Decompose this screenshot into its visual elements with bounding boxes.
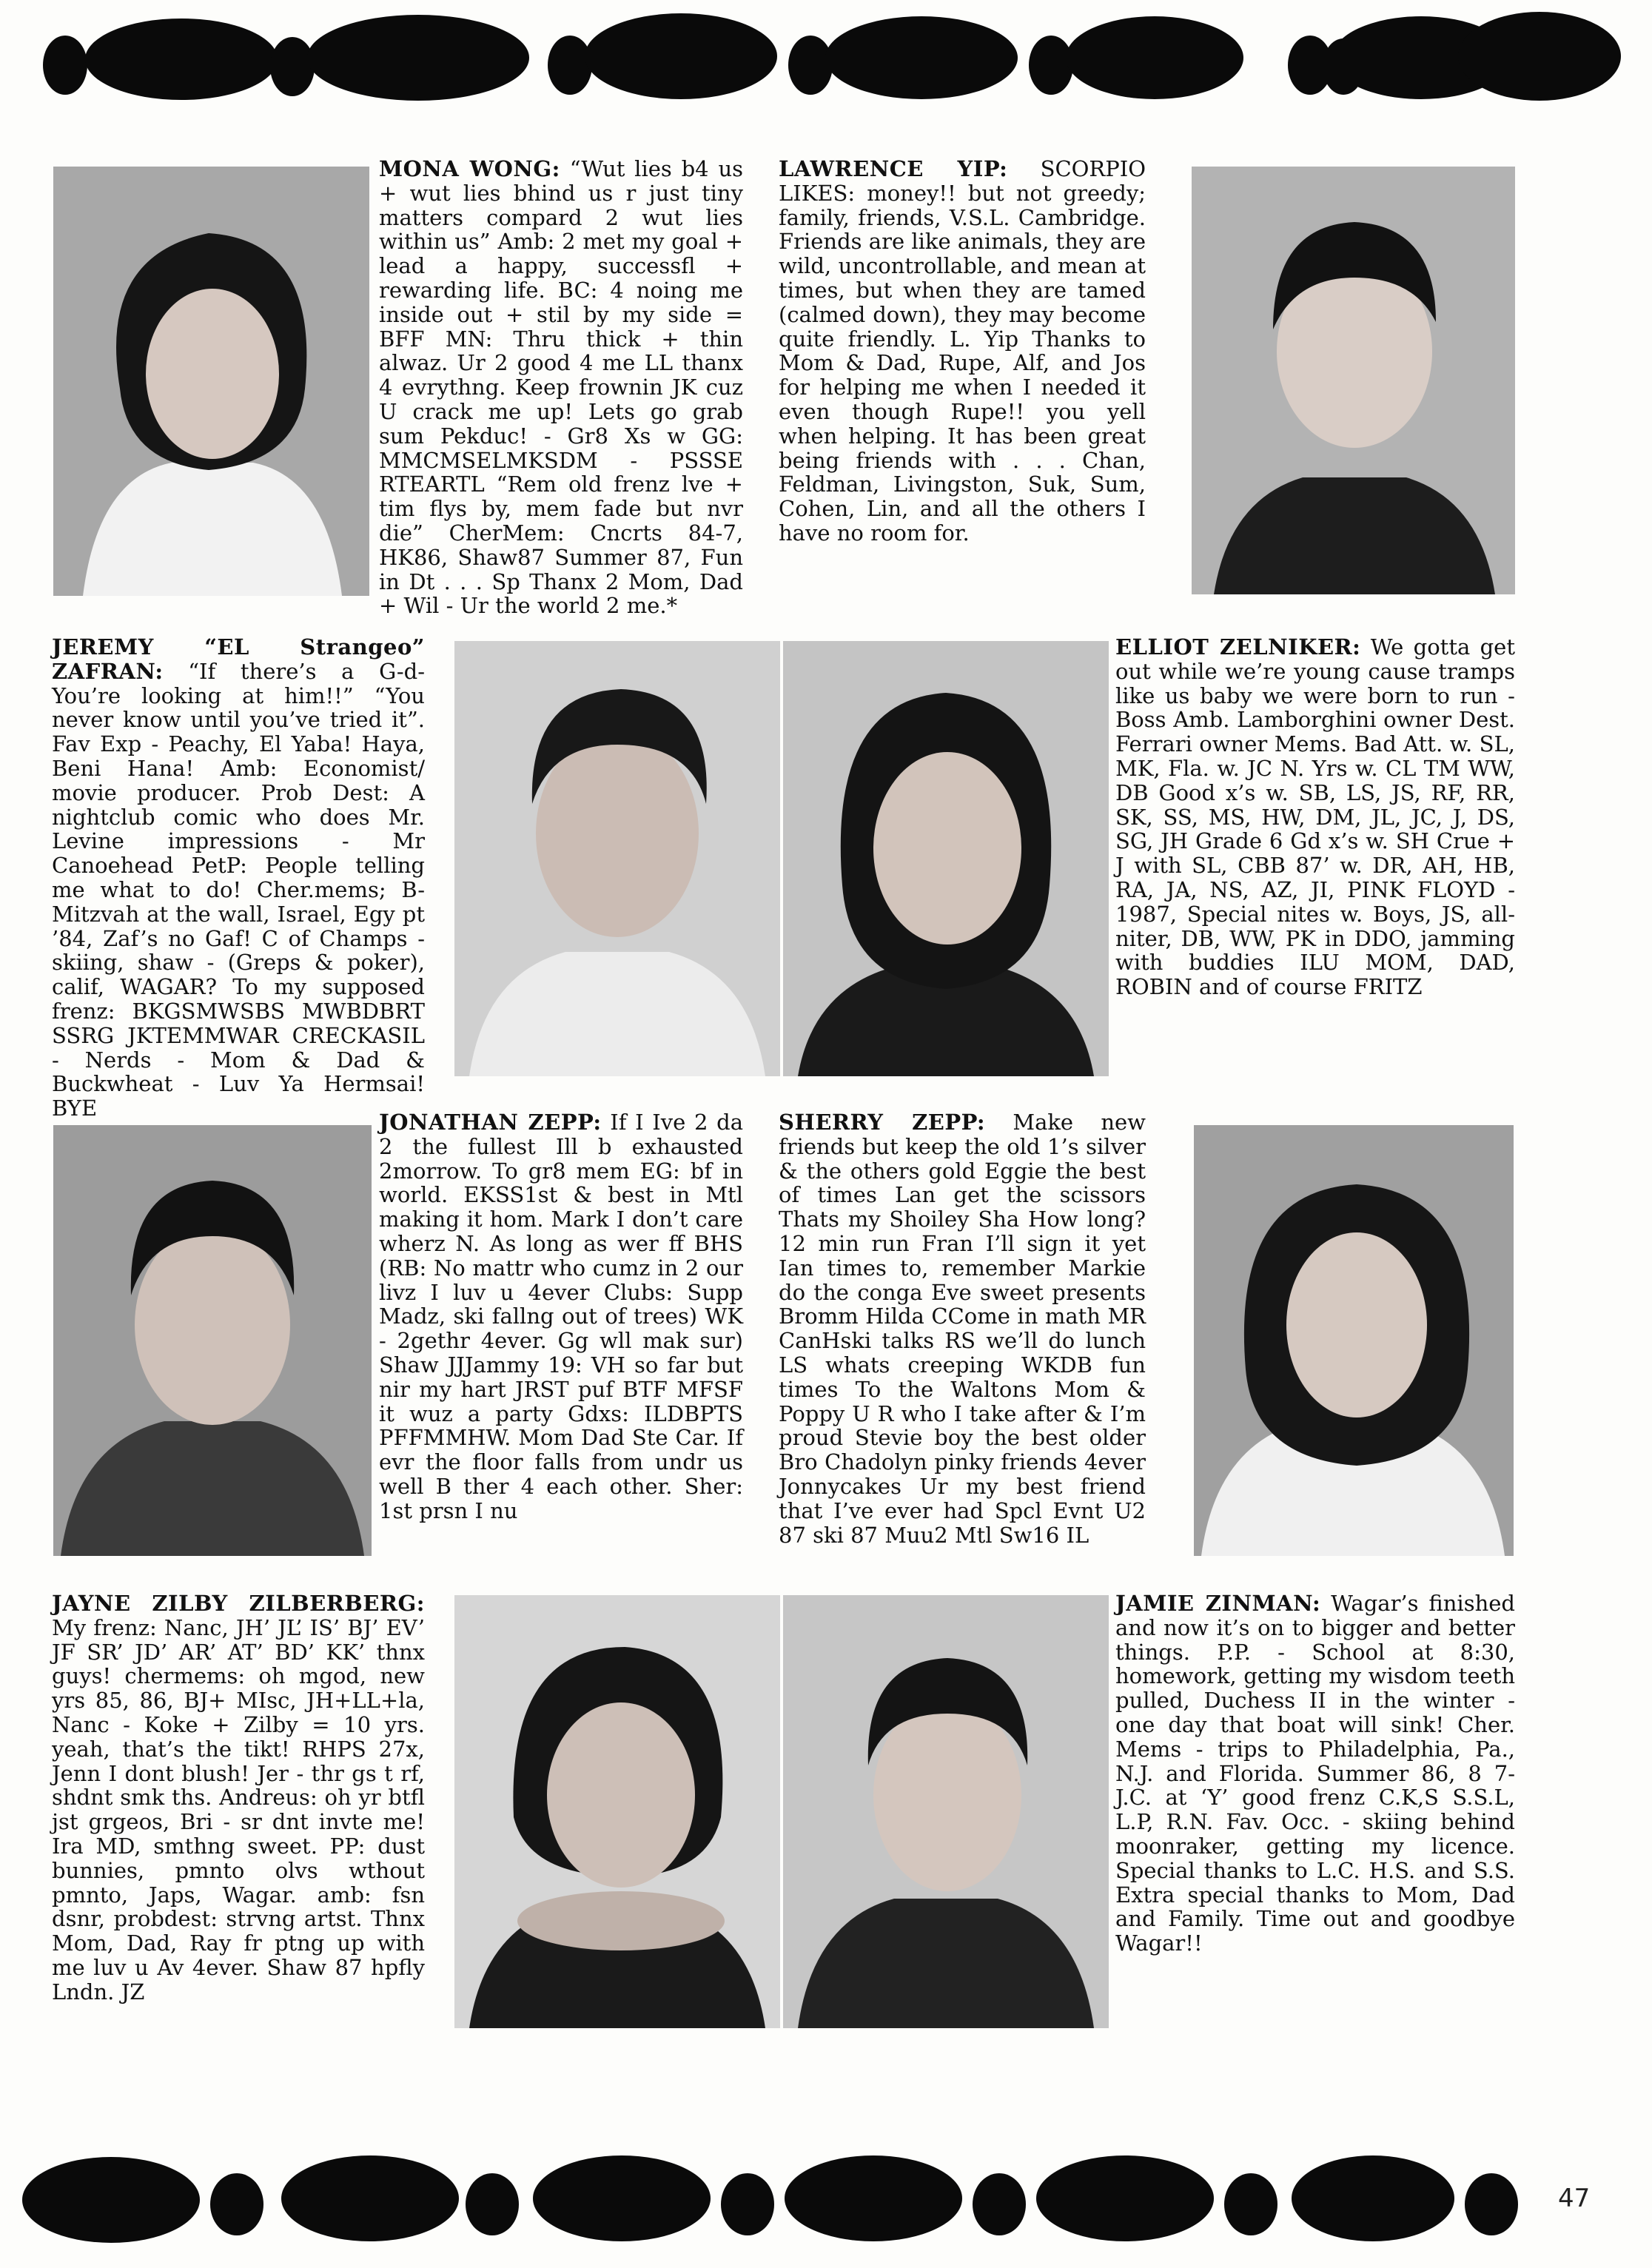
bio-text: We gotta get out while we’re young cause tramps like us baby we were born to run - Boss Amb. Lamborghini owner Dest. Ferrari owner Mems. Bad Att. w. SL, MK, Fla. w. JC N. Yrs w. CL TM WW, DB Good x’s w. SB, LS, JS, RF, RR, SK, SS, MS, HW, DM, JL, JC, J, DS, SG, JH Grade 6 Gd x’s w. SH Crue + J with SL, CBB 87’ w. DR, AH, HB, RA, JA, NS, AZ, JI, PINK FLOYD - 1987, Special nites w. Boys, JS, all-niter, DB, WW, PK in DDO, jamming with buddies ILU MOM, DAD, ROBIN and of course FRITZ <box>1115 634 1516 1000</box>
portrait-photo-lawrence-yip <box>1192 167 1515 594</box>
bio-text: Wagar’s finished and now it’s on to bigger and better things. P.P. - School at 8:30, homework, getting my wisdom teeth pulled, Duchess II in the winter - one day that boat will sink! Cher. Mems - trips to Philadelphia, Pa., N.J. and Florida. Summer 86, 8 7-J.C. at ‘Y’ good frenz C.K,S S.S.L, L.P, R.N. Fav. Occ. - skiing behind moonraker, getting my licence. Special thanks to L.C. H.S. and S.S. Extra special thanks to Mom, Dad and Family. Time out and goodbye Wagar!! <box>1115 1591 1515 1956</box>
portrait-photo-elliot-zelniker <box>783 641 1109 1076</box>
bio-mona-wong <box>379 157 743 618</box>
bio-text: SCORPIO LIKES: money!! but not greedy; family, friends, V.S.L. Cambridge. Friends are like animals, they are wild, uncontrollable, and mean at times, but when they are tamed (calmed down), they may become quite friendly. L. Yip Thanks to Mom & Dad, Rupe, Alf, and Jos for helping me when I needed it even though Rupe!! you yell when helping. It has been great being friends with . . . Chan, Feldman, Livingston, Suk, Sum, Cohen, Lin, and all the others I have no room for. <box>779 156 1146 546</box>
student-name: LAWRENCE YIP: <box>779 156 1008 181</box>
bio-elliot-zelniker <box>1115 635 1515 999</box>
student-name: SHERRY ZEPP: <box>779 1110 986 1135</box>
page-number: 47 <box>1558 2184 1591 2213</box>
bio-text: “If there’s a G-d- You’re looking at him!!” “You never know until you’ve tried it”. Fav Exp - Peachy, El Yaba! Haya, Beni Hana! Amb: Economist/ movie producer. Prob Dest: A nightclub comic who does Mr. Levine impressions - Mr Canoehead PetP: People telling me what to do! Cher.mems; B-Mitzvah at the wall, Israel, Egy pt ’84, Zaf’s no Gaf! C of Champs - skiing, shaw - (Greps & poker), calif, WAGAR? To my supposed frenz: BKGSMWSBS MWBDBRT SSRG JKTEMMWAR CRECKASIL - Nerds - Mom & Dad & Buckwheat - Luv Ya Hermsai! BYE <box>52 658 425 1121</box>
student-name: ELLIOT ZELNIKER: <box>1115 634 1361 660</box>
student-name: JAYNE ZILBY ZILBERBERG: <box>52 1591 425 1616</box>
portrait-photo-jeremy-zafran <box>454 641 780 1076</box>
portrait-photo-jonathan-zepp <box>53 1125 372 1556</box>
bio-jonathan-zepp <box>379 1110 743 1523</box>
portrait-photo-mona-wong <box>53 167 369 596</box>
student-name: JONATHAN ZEPP: <box>379 1110 602 1135</box>
bio-jamie-zinman <box>1115 1591 1515 1956</box>
top-footprint-border <box>0 7 1652 111</box>
bio-text: Make new friends but keep the old 1’s silver & the others gold Eggie the best of times Lan get the scissors Thats my Shoiley Sha How long? 12 min run Fran I’ll sign it yet Ian times to, remember Markie do the conga Eve sweet presents Bromm Hilda CCome in math MR CanHski talks RS we’ll do lunch LS whats creeping WKDB fun times To the Waltons Mom & Poppy U R who I take after & I’m proud Stevie boy the best older Bro Chadolyn pinky friends 4ever Jonnycakes Ur my best friend that I’ve ever had Spcl Evnt U2 87 ski 87 Muu2 Mtl Sw16 IL <box>779 1110 1146 1548</box>
footprint-icon <box>0 7 1652 111</box>
student-name: MONA WONG: <box>379 156 560 181</box>
footprint-icon <box>0 2147 1652 2250</box>
portrait-photo-jamie-zinman <box>783 1595 1109 2028</box>
bio-jeremy-zafran <box>52 635 425 1121</box>
bio-jayne-zilberberg <box>52 1591 425 2004</box>
student-name: JAMIE ZINMAN: <box>1115 1591 1321 1616</box>
portrait-photo-jayne-zilberberg <box>454 1595 780 2028</box>
student-name: JEREMY “EL Strangeo” ZAFRAN: <box>52 634 425 684</box>
bio-lawrence-yip <box>779 157 1146 546</box>
portrait-photo-sherry-zepp <box>1194 1125 1514 1556</box>
bio-text: If I Ive 2 da 2 the fullest Ill b exhausted 2morrow. To gr8 mem EG: bf in world. EKSS1st & best in Mtl making it hom. Mark I don’t care wherz N. As long as wer ff BHS (RB: No mattr who cumz in 2 our livz I luv u 4ever Clubs: Supp Madz, ski fallng out of trees) WK - 2gethr 4ever. Gg wll mak sur) Shaw JJJammy 19: VH so far but nir my hart JRST puf BTF MFSF it wuz a party Gdxs: ILDBPTS PFFMMHW. Mom Dad Ste Car. If evr the floor falls from undr us well B ther 4 each other. Sher: 1st prsn I nu <box>379 1110 743 1523</box>
bottom-footprint-border <box>0 2147 1652 2250</box>
bio-sherry-zepp <box>779 1110 1146 1547</box>
bio-text: My frenz: Nanc, JH’ JL’ IS’ BJ’ EV’ JF SR’ JD’ AR’ AT’ BD’ KK’ thnx guys! chermems: oh mgod, new yrs 85, 86, BJ+ MIsc, JH+LL+la, Nanc - Koke + Zilby = 10 yrs. yeah, that’s the tikt! RHPS 27x, Jenn I dont blush! Jer - thr gs t rf, shdnt smk ths. Andreus: oh yr btfl jst grgeos, Bri - sr dnt invte me! Ira MD, smthng sweet. PP: dust bunnies, pmnto olvs wthout pmnto, Japs, Wagar. amb: fsn dsnr, probdest: strvng artst. Thnx Mom, Dad, Ray fr ptng up with me luv u Av 4ever. Shaw 87 hpfly Lndn. JZ <box>52 1614 425 2004</box>
bio-text: “Wut lies b4 us + wut lies bhind us r just tiny matters compard 2 wut lies within us” Amb: 2 met my goal + lead a happy, successfl + rewarding life. BC: 4 noing me inside out + stil by my side = BFF MN: Thru thick + thin alwaz. Ur 2 good 4 me LL thanx 4 evrythng. Keep frownin JK cuz U crack me up! Lets go grab sum Pekduc! - Gr8 Xs w GG: MMCMSELMKSDM - PSSSE RTEARTL “Rem old frenz lve + tim flys by, mem fade but nvr die” CherMem: Cncrts 84-7, HK86, Shaw87 Summer 87, Fun in Dt . . . Sp Thanx 2 Mom, Dad + Wil - Ur the world 2 me.* <box>379 156 744 619</box>
